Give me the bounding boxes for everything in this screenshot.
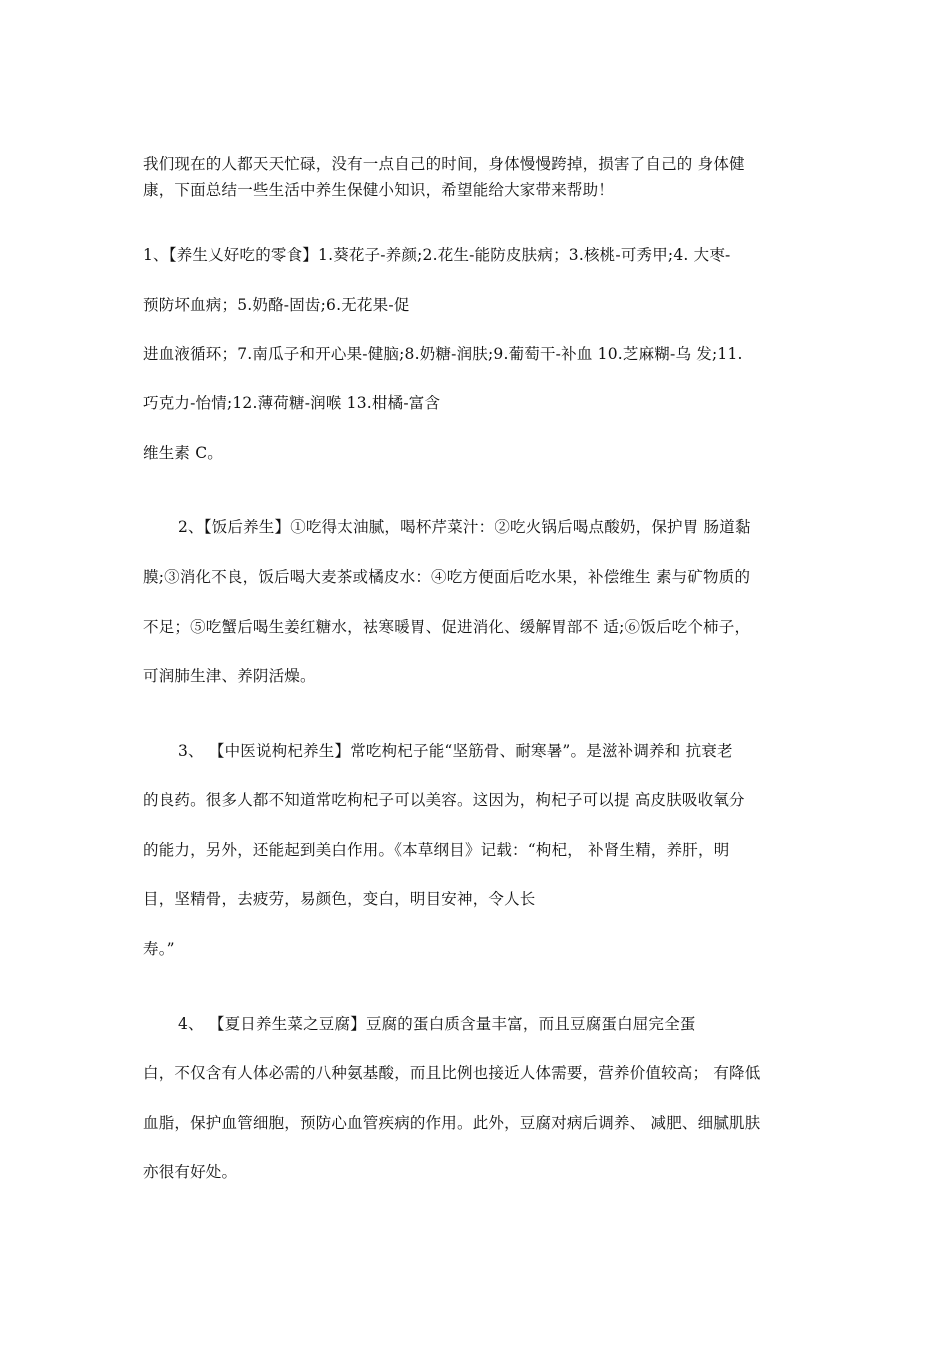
section-3-line: 的能力，另外，还能起到美白作用。《本草纲目》记载：“枸杞， 补肾生精，养肝，明 xyxy=(143,841,730,859)
section-4-line: 4、 【夏日养生菜之豆腐】豆腐的蛋白质含量丰富，而且豆腐蛋白屈完全蛋 xyxy=(178,1015,696,1033)
intro-line: 康，下面总结一些生活中养生保健小知识，希望能给大家带来帮助！ xyxy=(143,181,615,199)
section-3-line: 寿。” xyxy=(143,940,175,958)
section-1-line: 进血液循环；7.南瓜子和开心果-健脑;8.奶糖-润肤;9.葡萄干-补血 10.芝麻糊-乌 发;11. xyxy=(143,345,743,363)
section-1-line: 维生素 C。 xyxy=(143,444,223,462)
section-3-line: 的良药。很多人都不知道常吃枸杞子可以美容。这因为，枸杞子可以提 高皮肤吸收氧分 xyxy=(143,791,745,809)
section-2-line: 2、【饭后养生】①吃得太油腻，喝杯芹菜汁：②吃火锅后喝点酸奶，保护胃 肠道黏 xyxy=(178,518,751,536)
section-4-line: 亦很有好处。 xyxy=(143,1163,238,1181)
section-1-line: 巧克力-怡情;12.薄荷糖-润喉 13.柑橘-富含 xyxy=(143,394,441,412)
section-2-line: 不足；⑤吃蟹后喝生姜红糖水，袪寒暖胃、促进消化、缓解胃部不 适;⑥饭后吃个柿子， xyxy=(143,618,751,636)
section-2-line: 膜;③消化不良，饭后喝大麦茶或橘皮水：④吃方便面后吃水果，补偿维生 素与矿物质的 xyxy=(143,568,751,586)
section-1-line: 1、【养生乂好吃的零食】1.葵花子-养颜;2.花生-能防皮肤病；3.核桃-可秀甲;4. 大枣- xyxy=(143,246,731,264)
section-2-line: 可润肺生津、养阴活燥。 xyxy=(143,667,316,685)
section-3-line: 3、 【中医说枸杞养生】常吃枸杞子能“坚筋骨、耐寒暑”。是滋补调养和 抗衰老 xyxy=(178,742,733,760)
section-1-line: 预防坏血病；5.奶酪-固齿;6.无花果-促 xyxy=(143,296,410,314)
intro-line: 我们现在的人都天天忙碌，没有一点自己的时间，身体慢慢跨掉，损害了自己的 身体健 xyxy=(143,155,745,173)
section-4-line: 白，不仅含有人体必需的八种氨基酸，而且比例也接近人体需要，营养价值较高； 有降低 xyxy=(143,1064,761,1082)
section-4-line: 血脂，保护血管细胞，预防心血管疾病的作用。此外，豆腐对病后调养、 减肥、细腻肌肤 xyxy=(143,1114,761,1132)
section-3-line: 目，坚精骨，去疲劳，易颜色，变白，明目安神，令人长 xyxy=(143,890,536,908)
